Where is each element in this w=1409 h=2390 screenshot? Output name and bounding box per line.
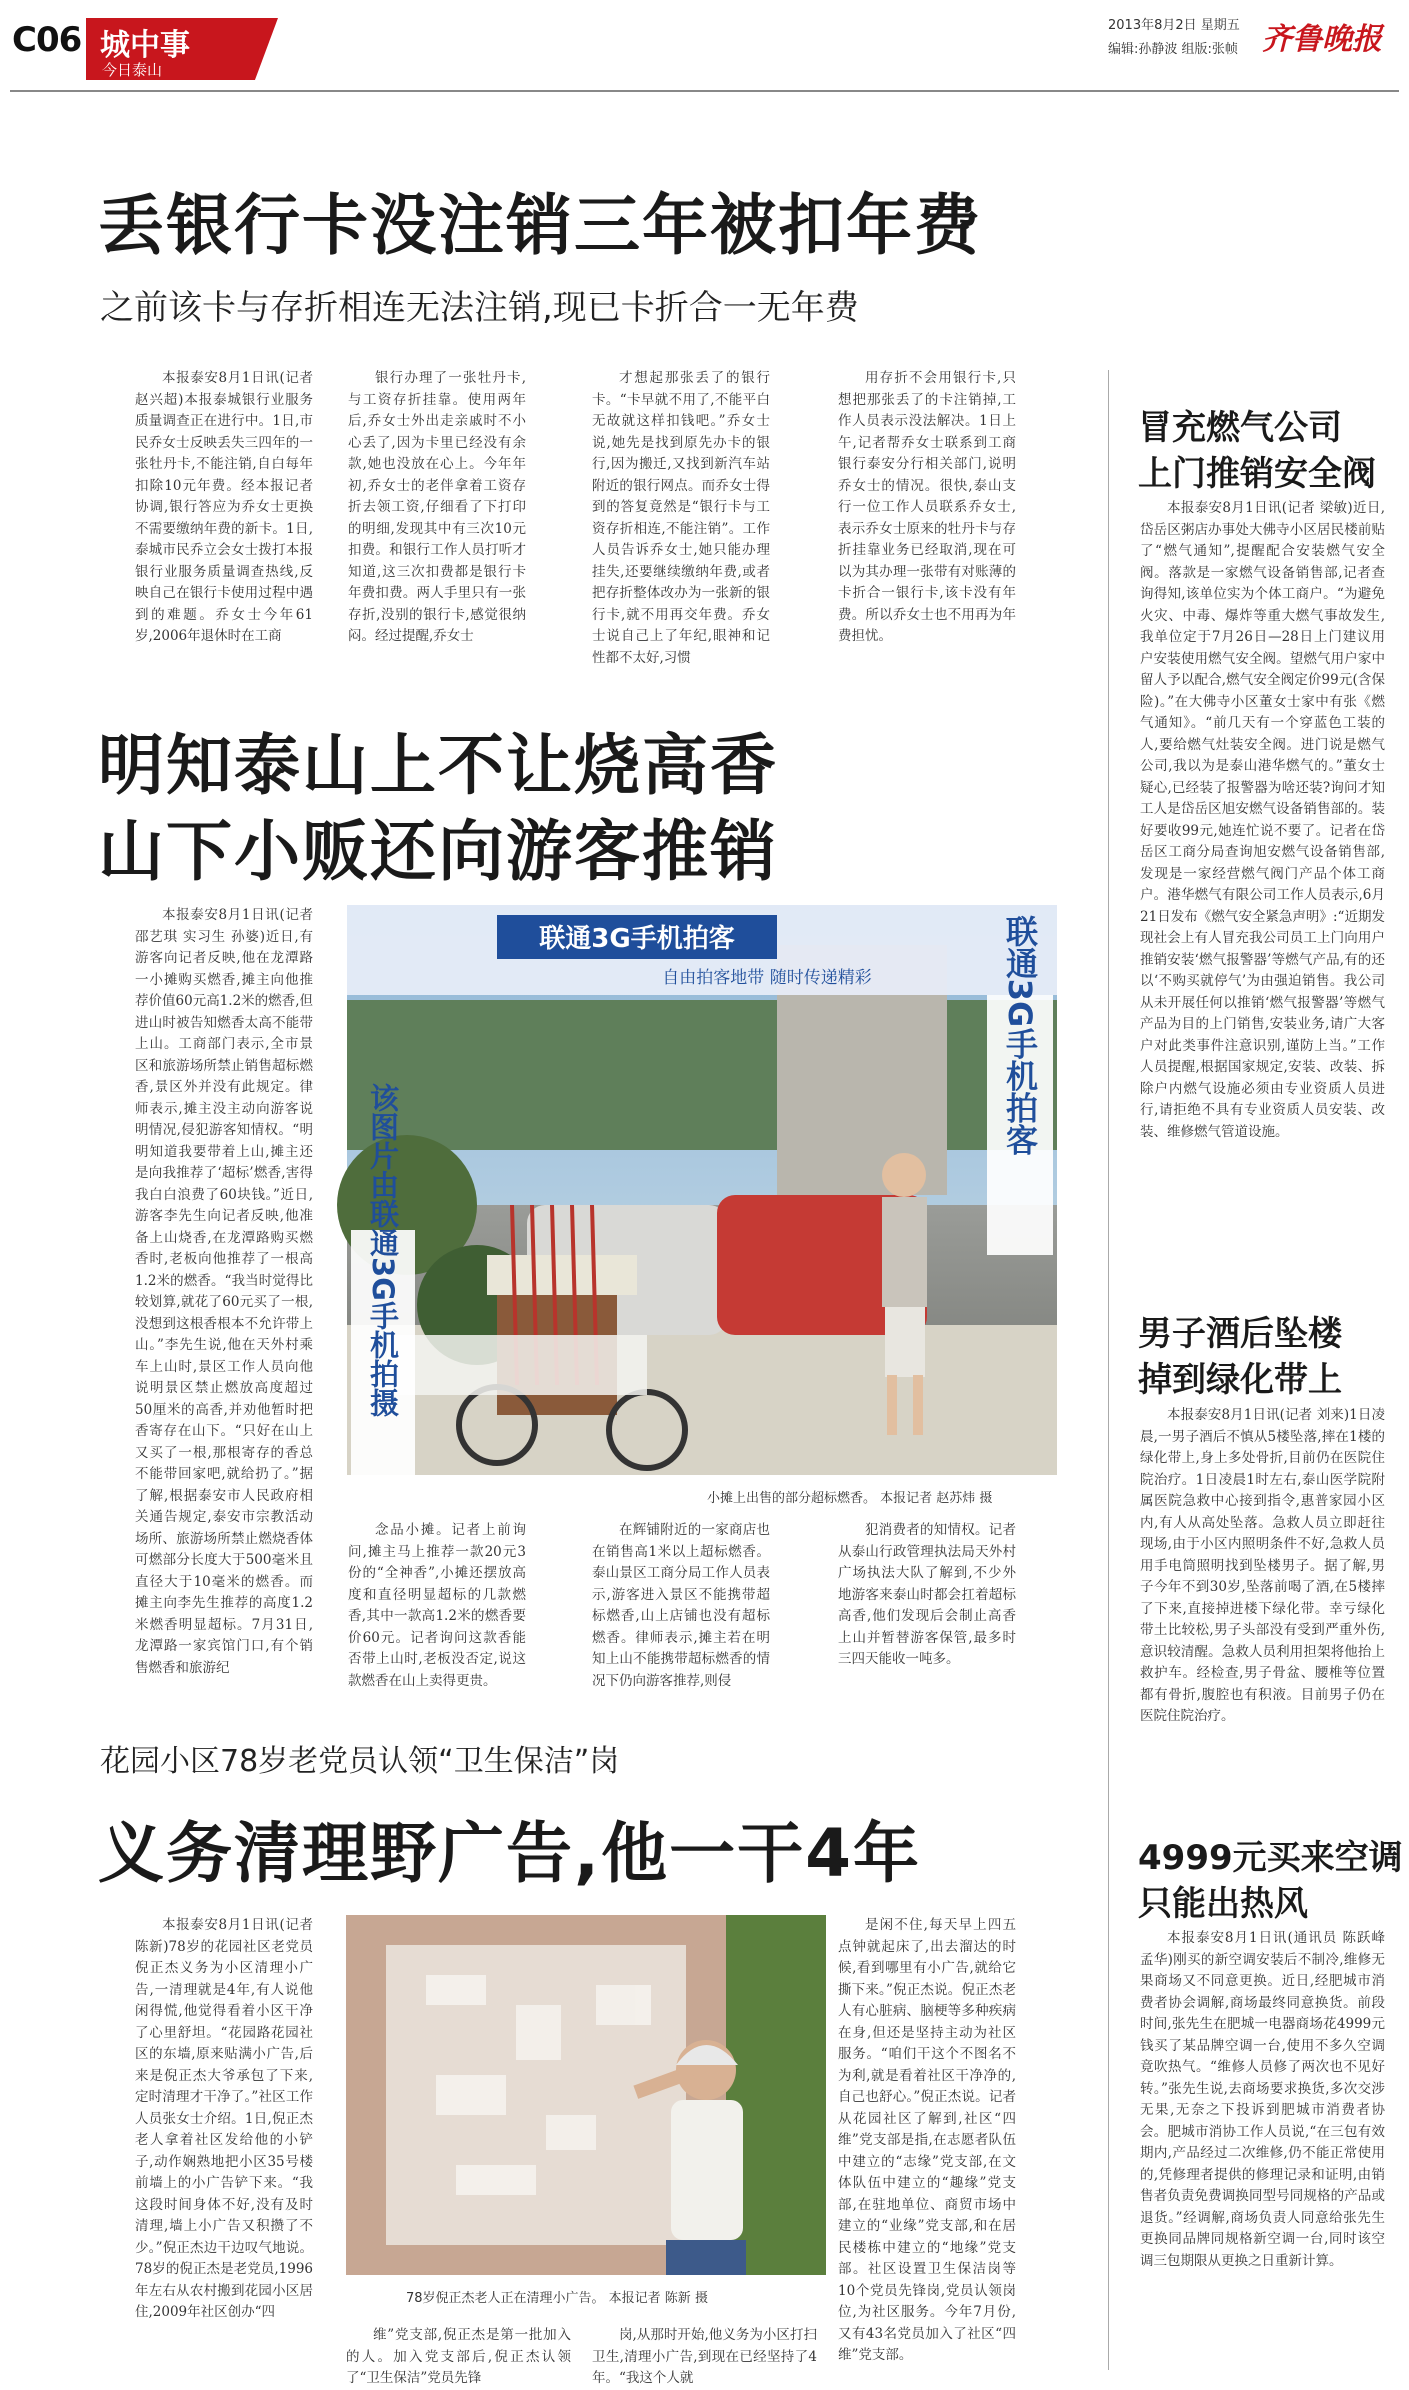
- story2-photo-caption: 小摊上出售的部分超标燃香。 本报记者 赵苏炜 摄: [707, 1491, 993, 1506]
- editor-credits: 编辑:孙静波 组版:张帧: [1108, 42, 1238, 57]
- photo-vertical-label-left: 该图片由联通3G手机拍摄: [366, 1083, 400, 1417]
- story2-title-line1: 明知泰山上不让烧高香: [98, 727, 778, 804]
- sidebar-item3-title-line2: 只能出热风: [1138, 1884, 1308, 1924]
- story2-column-bottom-2: 在辉铺附近的一家商店也在销售高1米以上超标燃香。泰山景区工商分局工作人员表示,游客进入景区不能携带超标燃香,山上店铺也没有超标燃香。律师表示,摊主若在明知上山不能携带超标燃香的情况下仍向游客推荐,则侵: [592, 1522, 770, 1689]
- story1-subtitle: 之前该卡与存折相连无法注销,现已卡折合一无年费: [100, 288, 859, 328]
- story1-column-4: 用存折不会用银行卡,只想把那张丢了的卡注销掉,工作人员表示没法解决。1日上午,记者帮乔女士联系到工商银行泰安分行相关部门,说明乔女士的情况。很快,泰山支行一位工作人员联系乔女士,表示乔女士原来的牡丹卡与存折挂靠业务已经取消,现在可以为其办理一张带有对账薄的卡折合一银行卡,该卡没有年费。所以乔女士也不用再为年费担忧。: [838, 370, 1016, 644]
- photo-banner-text: 联通3G手机拍客: [539, 924, 735, 954]
- sidebar-item2-title-line1: 男子酒后坠楼: [1138, 1314, 1342, 1354]
- story1-column-3: 才想起那张丢了的银行卡。“卡早就不用了,不能平白无故就这样扣钱吧。”乔女士说,她先是找到原先办卡的银行,因为搬迁,又找到新汽车站附近的银行网点。而乔女士得到的答复竟然是“银行卡与工资存折相连,不能注销”。工作人员告诉乔女士,她只能办理挂失,还要继续缴纳年费,或者把存折整体改办为一张新的银行卡,就不用再交年费。乔女士说自己上了年纪,眼神和记性都不太好,习惯: [592, 370, 770, 666]
- newspaper-logo: 齐鲁晚报: [1262, 22, 1382, 57]
- story1-column-2: 银行办理了一张牡丹卡,与工资存折挂靠。使用两年后,乔女士外出走亲戚时不小心丢了,因为卡里已经没有余款,她也没放在心上。今年年初,乔女士的老伴拿着工资存折去领工资,仔细看了下打印的明细,发现其中有三次10元扣费。和银行工作人员打听才知道,这三次扣费都是银行卡年费扣费。两人手里只有一张存折,没别的银行卡,感觉很纳闷。经过提醒,乔女士: [348, 370, 526, 644]
- sidebar-item3-title-line1: 4999元买来空调: [1138, 1838, 1403, 1878]
- story2-column-left: 本报泰安8月1日讯(记者邵艺琪 实习生 孙婆)近日,有游客向记者反映,他在龙潭路一小摊购买燃香,摊主向他推荐价值60元高1.2米的燃香,但进山时被告知燃香太高不能带上山。工商部门表示,全市景区和旅游场所禁止销售超标燃香,景区外并没有此规定。律师表示,摊主没主动向游客说明情况,侵犯游客知情权。“明明知道我要带着上山,摊主还是向我推荐了‘超标’燃香,害得我白白浪费了60块钱。”近日,游客李先生向记者反映,他准备上山烧香,在龙潭路购买燃香时,老板向他推荐了一根高1.2米的燃香。“我当时觉得比较划算,就花了60元买了一根,没想到这根香根本不允许带上山。”李先生说,他在天外村乘车上山时,景区工作人员向他说明景区禁止燃放高度超过50厘米的高香,并劝他暂时把香寄存在山下。“只好在山上又买了一根,那根寄存的香总不能带回家吧,就给扔了。”据了解,根据泰安市人民政府相关通告规定,泰安市宗教活动场所、旅游场所禁止燃烧香体可燃部分长度大于500毫米且直径大于10毫米的燃香。而摊主向李先生推荐的高度1.2米燃香明显超标。7月31日,龙潭路一家宾馆门口,有个销售燃香和旅游纪: [135, 907, 313, 1676]
- story2-column-bottom-1: 念品小摊。记者上前询问,摊主马上推荐一款20元3份的“全神香”,小摊还摆放高度和直径明显超标的几款燃香,其中一款高1.2米的燃香要价60元。记者询问这款香能否带上山时,老板没否定,说这款燃香在山上卖得更贵。: [348, 1522, 526, 1689]
- sidebar-item1-body: 本报泰安8月1日讯(记者 梁敏)近日,岱岳区粥店办事处大佛寺小区居民楼前贴了“燃气通知”,提醒配合安装燃气安全阀。落款是一家燃气设备销售部,记者查询得知,该单位实为个体工商户。“为避免火灾、中毒、爆炸等重大燃气事故发生,我单位定于7月26日—28日上门建议用户安装使用燃气安全阀。望燃气用户家中留人予以配合,燃气安全阀定价99元(含保险)。”在大佛寺小区董女士家中有张《燃气通知》。“前几天有一个穿蓝色工装的人,要给燃气灶装安全阀。进门说是燃气公司,我以为是泰山港华燃气的。”董女士疑心,已经装了报警器为啥还装?询问才知工人是岱岳区旭安燃气设备销售部的。装好要收99元,她连忙说不要了。记者在岱岳区工商分局查询旭安燃气设备销售部,发现是一家经营燃气阀门产品个体工商户。港华燃气有限公司工作人员表示,6月21日发布《燃气安全紧急声明》:“近期发现社会上有人冒充我公司员工上门向用户推销安装‘燃气报警器’等燃气产品,有的还以‘不购买就停气’为由强迫销售。我公司从未开展任何以推销‘燃气报警器’等燃气产品为目的上门销售,安装业务,请广大客户对此类事件注意识别,谨防上当。”工作人员提醒,根据国家规定,安装、改装、拆除户内燃气设施必须由专业资质人员进行,请拒绝不具有专业资质人员安装、改装、维修燃气管道设施。: [1140, 500, 1385, 1140]
- sidebar-item1-title-line2: 上门推销安全阀: [1138, 454, 1376, 494]
- sidebar-item2-body: 本报泰安8月1日讯(记者 刘来)1日凌晨,一男子酒后不慎从5楼坠落,摔在1楼的绿化带上,身上多处骨折,目前仍在医院住院治疗。1日凌晨1时左右,泰山医学院附属医院急救中心接到指令,惠普家园小区内,有人从高处坠落。急救人员立即赶往现场,由于小区内照明条件不好,急救人员用手电筒照明找到坠楼男子。据了解,男子今年不到30岁,坠落前喝了酒,在5楼摔了下来,直接掉进楼下绿化带。幸亏绿化带土比较松,男子头部没有受到严重外伤,意识较清醒。急救人员利用担架将他抬上救护车。经检查,男子骨盆、腰椎等位置都有骨折,腹腔也有积液。目前男子仍在医院住院治疗。: [1140, 1407, 1385, 1724]
- sidebar-item1-title-line1: 冒充燃气公司: [1138, 408, 1342, 448]
- story2-title-line2: 山下小贩还向游客推销: [98, 813, 778, 890]
- story1-column-1: 本报泰安8月1日讯(记者赵兴超)本报泰城银行业服务质量调查正在进行中。1日,市民乔女士反映丢失三四年的一张牡丹卡,不能注销,自白每年扣除10元年费。经本报记者协调,银行答应为乔女士更换不需要缴纳年费的新卡。1日,泰城市民乔立会女士拨打本报银行业服务质量调查热线,反映自己在银行卡使用过程中遇到的难题。乔女士今年61岁,2006年退休时在工商: [135, 370, 313, 644]
- story3-column-bottom-1: 维”党支部,倪正杰是第一批加入的人。加入党支部后,倪正杰认领了“卫生保洁”党员先锋: [346, 2327, 571, 2386]
- story3-photo: [346, 1915, 826, 2315]
- subsection-title: 今日泰山: [102, 61, 163, 79]
- story2-photo: [347, 905, 1057, 1515]
- sidebar-item2-title-line2: 掉到绿化带上: [1138, 1360, 1342, 1400]
- header-rule: [10, 90, 1399, 92]
- story1-title: 丢银行卡没注销三年被扣年费: [98, 187, 982, 264]
- street-vendor-photo: [347, 905, 1057, 1515]
- story3-photo-caption: 78岁倪正杰老人正在清理小广告。 本报记者 陈新 摄: [406, 2291, 708, 2306]
- story2-column-bottom-3: 犯消费者的知情权。记者从泰山行政管理执法局天外村广场执法大队了解到,不少外地游客来泰山时都会扛着超标高香,他们发现后会制止高香上山并暂替游客保管,最多时三四天能收一吨多。: [838, 1522, 1016, 1667]
- issue-date: 2013年8月2日 星期五: [1108, 18, 1240, 33]
- sidebar-item3-body: 本报泰安8月1日讯(通讯员 陈跃峰 孟华)刚买的新空调安装后不制冷,维修无果商场又不同意更换。近日,经肥城市消费者协会调解,商场最终同意换货。前段时间,张先生在肥城一电器商场花4999元钱买了某品牌空调一台,使用不多久空调竟吹热气。“维修人员修了两次也不见好转。”张先生说,去商场要求换货,多次交涉无果,无奈之下投诉到肥城市消费者协会。肥城市消协工作人员说,“在三包有效期内,产品经过二次维修,仍不能正常使用的,凭修理者提供的修理记录和证明,由销售者负责免费调换同型号同规格的产品或退货。”经调解,商场负责人同意给张先生更换同品牌同规格新空调一台,同时该空调三包期限从更换之日重新计算。: [1140, 1930, 1385, 2269]
- sidebar-divider: [1108, 370, 1110, 2370]
- section-title: 城中事: [100, 28, 190, 63]
- story3-title: 义务清理野广告,他一干4年: [98, 1815, 921, 1892]
- story3-column-left: 本报泰安8月1日讯(记者陈新)78岁的花园社区老党员倪正杰义务为小区清理小广告,一清理就是4年,有人说他闲得慌,他觉得看着小区干净了心里舒坦。“花园路花园社区的东墙,原来贴满小广告,后来是倪正杰大爷承包了下来,定时清理才干净了。”社区工作人员张女士介绍。1日,倪正杰老人拿着社区发给他的小铲子,动作娴熟地把小区35号楼前墙上的小广告铲下来。“我这段时间身体不好,没有及时清理,墙上小广告又积攒了不少。”倪正杰边干边叹气地说。78岁的倪正杰是老党员,1996年左右从农村搬到花园小区居住,2009年社区创办“四: [135, 1917, 313, 2320]
- story3-column-right: 是闲不住,每天早上四五点钟就起床了,出去溜达的时候,看到哪里有小广告,就给它撕下来。”倪正杰说。倪正杰老人有心脏病、脑梗等多种疾病在身,但还是坚持主动为社区服务。“咱们干这个不图名不为利,就是看着社区干净净的,自己也舒心。”倪正杰说。记者从花园社区了解到,社区“四维”党支部是指,在志愿者队伍中建立的“志缘”党支部,在文体队伍中建立的“趣缘”党支部,在驻地单位、商贸市场中建立的“业缘”党支部,和在居民楼栋中建立的“地缘”党支部。社区设置卫生保洁岗等10个党员先锋岗,党员认领岗位,为社区服务。今年7月份,又有43名党员加入了社区“四维”党支部。: [838, 1917, 1016, 2363]
- photo-banner-subtext: 自由拍客地带 随时传递精彩: [662, 968, 872, 988]
- story3-column-bottom-2: 岗,从那时开始,他义务为小区打扫卫生,清理小广告,到现在已经坚持了4年。“我这个人就: [592, 2327, 817, 2386]
- photo-vertical-label-right: 联通3G手机拍客: [1001, 914, 1039, 1156]
- story3-kicker: 花园小区78岁老党员认领“卫生保洁”岗: [100, 1744, 620, 1779]
- page-code: C06: [12, 20, 82, 60]
- elderly-man-photo: [346, 1915, 826, 2315]
